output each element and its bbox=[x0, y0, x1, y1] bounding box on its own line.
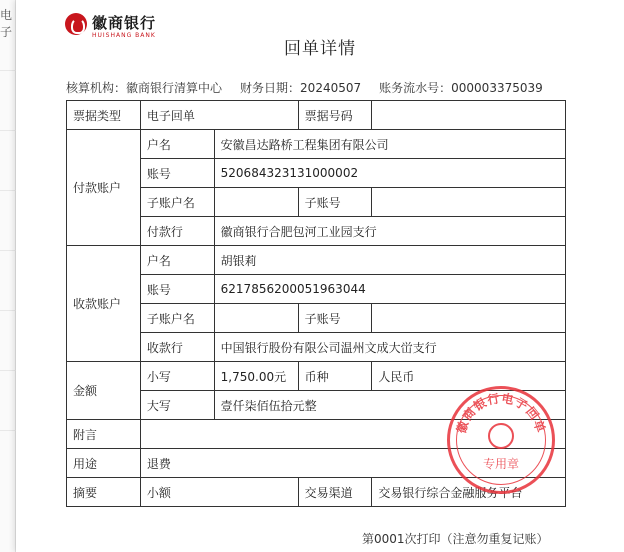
payer-sub-name-label: 子账户名 bbox=[140, 188, 214, 217]
bank-logo-name: 徽商银行 bbox=[92, 14, 157, 32]
payer-sub-account-value bbox=[372, 188, 566, 217]
background-divider bbox=[0, 430, 16, 431]
background-panel bbox=[0, 0, 16, 552]
payee-sub-name-label: 子账户名 bbox=[140, 304, 214, 333]
payee-sub-name-value bbox=[214, 304, 298, 333]
summary-label: 摘要 bbox=[67, 478, 141, 507]
org-value: 徽商银行清算中心 bbox=[126, 81, 223, 95]
background-divider bbox=[0, 130, 16, 131]
payer-sub-account-label: 子账号 bbox=[298, 188, 372, 217]
amount-small-value: 1,750.00元 bbox=[214, 362, 298, 391]
payer-name-value: 安徽昌达路桥工程集团有限公司 bbox=[214, 130, 565, 159]
payer-account-label: 账号 bbox=[140, 159, 214, 188]
purpose-value: 退费 bbox=[140, 449, 565, 478]
background-text: 电子 bbox=[0, 8, 13, 39]
table-row bbox=[67, 333, 566, 362]
background-divider bbox=[0, 370, 16, 371]
serial-value: 000003375039 bbox=[451, 81, 543, 95]
serial-label: 账务流水号： bbox=[379, 81, 452, 95]
payee-name-value: 胡银莉 bbox=[214, 246, 565, 275]
doc-no-value bbox=[372, 101, 566, 130]
amount-big-label: 大写 bbox=[140, 391, 214, 420]
currency-value: 人民币 bbox=[372, 362, 566, 391]
amount-big-value: 壹仟柒佰伍拾元整 bbox=[214, 391, 565, 420]
amount-small-label: 小写 bbox=[140, 362, 214, 391]
date-label: 财务日期： bbox=[240, 81, 301, 95]
payer-bank-label: 付款行 bbox=[140, 217, 214, 246]
payee-bank-label: 收款行 bbox=[140, 333, 214, 362]
background-divider bbox=[0, 250, 16, 251]
doc-no-label: 票据号码 bbox=[298, 101, 372, 130]
payer-name-label: 户名 bbox=[140, 130, 214, 159]
payee-bank-value: 中国银行股份有限公司温州文成大峃支行 bbox=[214, 333, 565, 362]
remark-label: 附言 bbox=[67, 420, 141, 449]
payer-bank-value: 徽商银行合肥包河工业园支行 bbox=[214, 217, 565, 246]
table-row bbox=[67, 246, 566, 275]
payee-sub-account-value bbox=[372, 304, 566, 333]
payee-account-label: 账号 bbox=[140, 275, 214, 304]
seal-center-text: 专用章 bbox=[482, 457, 519, 471]
page-title: 回单详情 bbox=[284, 39, 356, 59]
table-row bbox=[67, 304, 566, 333]
amount-section-label: 金额 bbox=[67, 362, 141, 420]
purpose-label: 用途 bbox=[67, 449, 141, 478]
table-row bbox=[67, 217, 566, 246]
background-divider bbox=[0, 190, 16, 191]
summary-value: 小额 bbox=[140, 478, 298, 507]
background-divider bbox=[0, 70, 16, 71]
receipt-info-line bbox=[66, 79, 543, 96]
seal-ring-text: 徽商银行电子回单 bbox=[454, 391, 548, 435]
doc-type-label: 票据类型 bbox=[67, 101, 141, 130]
table-row bbox=[67, 130, 566, 159]
table-row bbox=[67, 275, 566, 304]
table-row bbox=[67, 101, 566, 130]
bank-logo-icon bbox=[65, 13, 87, 35]
payee-account-value: 6217856200051963044 bbox=[214, 275, 565, 304]
org-label: 核算机构： bbox=[66, 81, 127, 95]
receipt-document bbox=[16, 0, 624, 552]
payee-sub-account-label: 子账号 bbox=[298, 304, 372, 333]
bank-logo-english: HUISHANG BANK bbox=[92, 32, 156, 39]
channel-label: 交易渠道 bbox=[298, 478, 372, 507]
seal-logo-icon bbox=[488, 423, 514, 449]
payer-section-label: 付款账户 bbox=[67, 130, 141, 246]
electronic-receipt-seal bbox=[447, 386, 555, 494]
print-count-note: 第0001次打印（注意勿重复记账） bbox=[362, 532, 549, 546]
payee-section-label: 收款账户 bbox=[67, 246, 141, 362]
payer-sub-name-value bbox=[214, 188, 298, 217]
table-row bbox=[67, 159, 566, 188]
payee-name-label: 户名 bbox=[140, 246, 214, 275]
payer-account-value: 520684323131000002 bbox=[214, 159, 565, 188]
table-row bbox=[67, 188, 566, 217]
channel-value: 交易银行综合金融服务平台 bbox=[372, 478, 566, 507]
doc-type-value: 电子回单 bbox=[140, 101, 298, 130]
background-divider bbox=[0, 310, 16, 311]
date-value: 20240507 bbox=[300, 81, 362, 95]
currency-label: 币种 bbox=[298, 362, 372, 391]
